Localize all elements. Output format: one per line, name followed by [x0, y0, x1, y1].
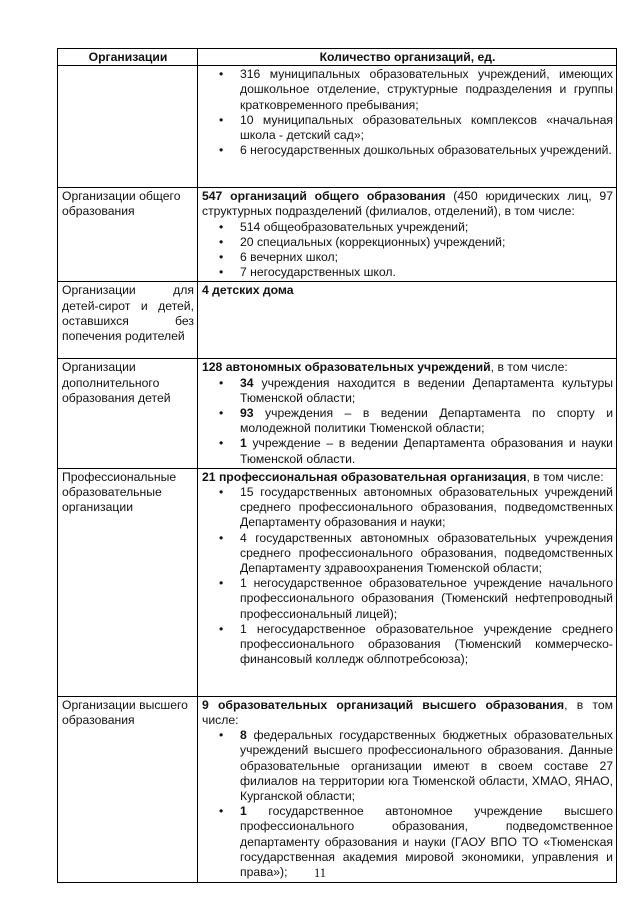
list-item: • 20 специальных (коррекционных) учреждений;	[240, 235, 613, 250]
list-item: • 34 учреждения находится в ведении Департамента культуры Тюменской области;	[240, 376, 613, 406]
bullet-list	[202, 376, 613, 467]
desc-cell	[198, 188, 617, 282]
org-cell: Организации общего образования	[58, 188, 198, 282]
table-row	[58, 359, 617, 468]
desc-cell	[198, 359, 617, 468]
bullet-list	[202, 728, 613, 880]
org-cell	[58, 66, 198, 188]
desc-cell	[198, 66, 617, 188]
list-item: • 15 государственных автономных образовательных учреждений среднего профессионального образования, подведомственных Департаменту образования и науки;	[240, 485, 613, 531]
list-item: • 6 негосударственных дошкольных образовательных учреждений.	[240, 143, 613, 158]
list-item: • 10 муниципальных образовательных комплексов «начальная школа - детский сад»;	[240, 113, 613, 143]
desc-cell	[198, 468, 617, 696]
row-lead: 21 профессиональная образовательная организация, в том числе:	[202, 469, 604, 484]
org-cell: Организации дополнительного образования детей	[58, 359, 198, 468]
row-lead: 128 автономных образовательных учреждений, в том числе:	[202, 360, 568, 375]
table-row	[58, 696, 617, 882]
list-item: • 1 государственное автономное учреждение высшего профессионального образования, подведомственное департаменту образования и науки (ГАОУ ВПО ТО «Тюменская государственная академия мировой экономики, управления и права»);	[240, 804, 613, 880]
row-lead: 9 образовательных организаций высшего образования, в том числе:	[202, 697, 613, 728]
page-number: 11	[313, 866, 327, 880]
org-cell: Профессиональные образовательные организации	[58, 468, 198, 696]
desc-cell	[198, 282, 617, 359]
organizations-table	[57, 48, 617, 883]
bullet-list	[202, 67, 613, 158]
row-lead: 547 организаций общего образования (450 юридических лиц, 97 структурных подразделений (филиалов, отделений), в том числе:	[202, 189, 613, 219]
desc-cell	[198, 696, 617, 882]
bullet-list	[202, 220, 613, 281]
list-item: • 316 муниципальных образовательных учреждений, имеющих дошкольное отделение, структурные подразделения и группы кратковременного пребывания;	[240, 67, 613, 113]
table-row	[58, 468, 617, 696]
list-item: • 7 негосударственных школ.	[240, 265, 613, 280]
org-cell: Организации высшего образования	[58, 696, 198, 882]
list-item: • 1 негосударственное образовательное учреждение начального профессионального образования (Тюменский нефтепроводный профессиональный лицей);	[240, 576, 613, 622]
table-header-row	[58, 49, 617, 66]
org-cell: Организации для детей-сирот и детей, оставшихся без попечения родителей	[58, 282, 198, 359]
list-item: • 93 учреждения – в ведении Департамента по спорту и молодежной политики Тюменской области;	[240, 406, 613, 436]
header-organizations: Организации	[58, 49, 198, 66]
header-count: Количество организаций, ед.	[198, 49, 617, 66]
list-item: • 4 государственных автономных образовательных учреждения среднего профессионального образования, подведомственных Департаменту здравоохранения Тюменской области;	[240, 531, 613, 577]
table-row	[58, 66, 617, 188]
row-lead: 4 детских дома	[202, 283, 294, 298]
bullet-list	[202, 485, 613, 667]
list-item: • 8 федеральных государственных бюджетных образовательных учреждений высшего профессионального образования. Данные образовательные организации имеют в своем составе 27 филиалов на территории юга Тюменской области, ХМАО, ЯНАО, Курганской области;	[240, 728, 613, 804]
list-item: • 514 общеобразовательных учреждений;	[240, 220, 613, 235]
list-item: • 1 негосударственное образовательное учреждение среднего профессионального образования (Тюменский коммерческо-финансовый колледж облпотребсоюза);	[240, 622, 613, 668]
table-row	[58, 188, 617, 282]
table-row	[58, 282, 617, 359]
list-item: • 1 учреждение – в ведении Департамента образования и науки Тюменской области.	[240, 436, 613, 466]
list-item: • 6 вечерних школ;	[240, 250, 613, 265]
